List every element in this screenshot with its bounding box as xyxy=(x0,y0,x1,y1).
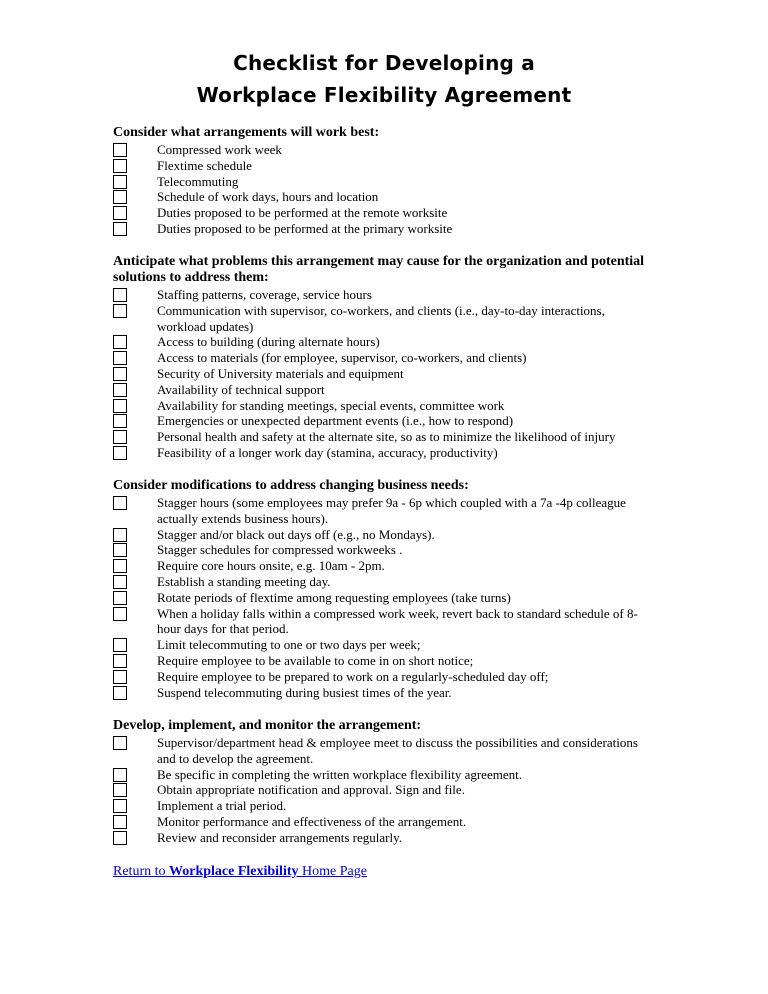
checkbox[interactable] xyxy=(113,528,127,542)
list-item xyxy=(113,413,647,429)
list-item xyxy=(113,334,647,350)
list-item-text: Review and reconsider arrangements regularly. xyxy=(157,829,402,845)
list-item xyxy=(113,558,647,574)
checkbox[interactable] xyxy=(113,638,127,652)
list-item-text: Security of University materials and equipment xyxy=(157,365,404,381)
checkbox[interactable] xyxy=(113,222,127,236)
list-item xyxy=(113,637,647,653)
list-item-text: Schedule of work days, hours and location xyxy=(157,189,379,205)
list-item-text: Feasibility of a longer work day (stamina, accuracy, productivity) xyxy=(157,444,498,460)
checkbox[interactable] xyxy=(113,446,127,460)
list-item xyxy=(113,495,647,527)
list-item xyxy=(113,574,647,590)
list-item xyxy=(113,174,647,190)
section-heading-implement: Develop, implement, and monitor the arrangement: xyxy=(113,718,422,733)
list-item-text: Compressed work week xyxy=(157,142,282,157)
checkbox[interactable] xyxy=(113,831,127,845)
list-item-text: Obtain appropriate notification and approval. Sign and file. xyxy=(157,782,465,798)
list-item xyxy=(113,142,647,158)
list-item-text: Emergencies or unexpected department events (i.e., how to respond) xyxy=(157,413,514,429)
checkbox[interactable] xyxy=(113,799,127,813)
checkbox[interactable] xyxy=(113,304,127,318)
list-item xyxy=(113,350,647,366)
checklist-implement xyxy=(113,735,647,846)
list-item xyxy=(113,830,647,846)
checkbox[interactable] xyxy=(113,686,127,700)
list-item xyxy=(113,685,647,701)
list-item xyxy=(113,782,647,798)
checkbox[interactable] xyxy=(113,414,127,428)
checkbox[interactable] xyxy=(113,559,127,573)
list-item xyxy=(113,590,647,606)
list-item-text: Personal health and safety at the alternate site, so as to minimize the likelihood of injury xyxy=(157,429,616,445)
list-item-text: Require core hours onsite, e.g. 10am - 2pm. xyxy=(157,558,385,574)
checkbox[interactable] xyxy=(113,351,127,365)
list-item xyxy=(113,653,647,669)
checkbox[interactable] xyxy=(113,670,127,684)
list-item xyxy=(113,767,647,783)
checkbox[interactable] xyxy=(113,206,127,220)
list-item xyxy=(113,287,647,303)
return-link-suffix: Home Page xyxy=(298,864,367,879)
checkbox[interactable] xyxy=(113,654,127,668)
return-link-strong: Workplace Flexibility xyxy=(169,864,299,879)
checkbox[interactable] xyxy=(113,367,127,381)
list-item xyxy=(113,366,647,382)
section-heading-arrangements: Consider what arrangements will work best: xyxy=(113,125,380,140)
checkbox[interactable] xyxy=(113,575,127,589)
checkbox[interactable] xyxy=(113,607,127,621)
list-item-text: Require employee to be available to come in on short notice; xyxy=(157,652,474,668)
checkbox[interactable] xyxy=(113,383,127,397)
list-item-text: Suspend telecommuting during busiest times of the year. xyxy=(157,684,452,700)
list-item-text: Rotate periods of flextime among requesting employees (take turns) xyxy=(157,589,511,605)
list-item xyxy=(113,735,647,767)
list-item-text: Require employee to be prepared to work on a regularly-scheduled day off; xyxy=(157,668,549,684)
checkbox[interactable] xyxy=(113,159,127,173)
checkbox[interactable] xyxy=(113,496,127,510)
list-item-text: Availability of technical support xyxy=(157,381,325,397)
list-item-text: Establish a standing meeting day. xyxy=(157,573,331,589)
list-item xyxy=(113,303,647,335)
checkbox[interactable] xyxy=(113,543,127,557)
list-item xyxy=(113,527,647,543)
list-item-text: When a holiday falls within a compressed work week, revert back to standard schedule of 8-hour days for that period. xyxy=(157,605,638,637)
document-title-line-1: Checklist for Developing a xyxy=(233,51,535,75)
list-item xyxy=(113,221,647,237)
list-item-text: Be specific in completing the written workplace flexibility agreement. xyxy=(157,766,522,782)
section-heading-modifications: Consider modifications to address changing business needs: xyxy=(113,478,469,493)
list-item-text: Access to building (during alternate hours) xyxy=(157,334,380,350)
list-item xyxy=(113,205,647,221)
checkbox[interactable] xyxy=(113,143,127,157)
list-item-text: Stagger schedules for compressed workweeks . xyxy=(157,542,403,558)
checklist-problems xyxy=(113,287,647,461)
checkbox[interactable] xyxy=(113,783,127,797)
checkbox[interactable] xyxy=(113,768,127,782)
list-item-text: Communication with supervisor, co-workers, and clients (i.e., day-to-day interactions, workload updates) xyxy=(157,302,605,334)
section-heading-problems: Anticipate what problems this arrangement may cause for the organization and potential solutions to address them: xyxy=(113,254,645,285)
list-item-text: Stagger and/or black out days off (e.g., no Mondays). xyxy=(157,526,435,542)
checkbox[interactable] xyxy=(113,815,127,829)
list-item xyxy=(113,798,647,814)
list-item-text: Limit telecommuting to one or two days per week; xyxy=(157,637,421,653)
list-item-text: Access to materials (for employee, supervisor, co-workers, and clients) xyxy=(157,350,527,366)
list-item xyxy=(113,542,647,558)
list-item-text: Telecommuting xyxy=(157,173,239,189)
list-item-text: Implement a trial period. xyxy=(157,798,287,814)
checklist-modifications xyxy=(113,495,647,700)
list-item-text: Staffing patterns, coverage, service hours xyxy=(157,287,372,302)
list-item-text: Stagger hours (some employees may prefer 9a - 6p which coupled with a 7a -4p colleague actually extends business hours). xyxy=(157,495,626,526)
document-title-line-2: Workplace Flexibility Agreement xyxy=(196,83,572,107)
list-item-text: Duties proposed to be performed at the remote worksite xyxy=(157,205,448,221)
return-home-link[interactable] xyxy=(113,864,367,880)
checkbox[interactable] xyxy=(113,190,127,204)
checkbox[interactable] xyxy=(113,430,127,444)
list-item-text: Duties proposed to be performed at the primary worksite xyxy=(157,220,453,236)
list-item xyxy=(113,382,647,398)
list-item-text: Monitor performance and effectiveness of the arrangement. xyxy=(157,813,467,829)
list-item xyxy=(113,158,647,174)
list-item xyxy=(113,445,647,461)
list-item xyxy=(113,669,647,685)
checklist-arrangements xyxy=(113,142,647,237)
checkbox[interactable] xyxy=(113,591,127,605)
list-item xyxy=(113,606,647,638)
list-item xyxy=(113,398,647,414)
checkbox[interactable] xyxy=(113,335,127,349)
checkbox[interactable] xyxy=(113,399,127,413)
list-item-text: Flextime schedule xyxy=(157,157,252,173)
checkbox[interactable] xyxy=(113,736,127,750)
list-item xyxy=(113,429,647,445)
list-item xyxy=(113,189,647,205)
checkbox[interactable] xyxy=(113,288,127,302)
list-item-text: Supervisor/department head & employee meet to discuss the possibilities and considerations and to develop the agreement. xyxy=(157,735,638,766)
list-item xyxy=(113,814,647,830)
list-item-text: Availability for standing meetings, special events, committee work xyxy=(157,397,505,413)
return-link-prefix: Return to xyxy=(113,864,169,879)
checkbox[interactable] xyxy=(113,175,127,189)
